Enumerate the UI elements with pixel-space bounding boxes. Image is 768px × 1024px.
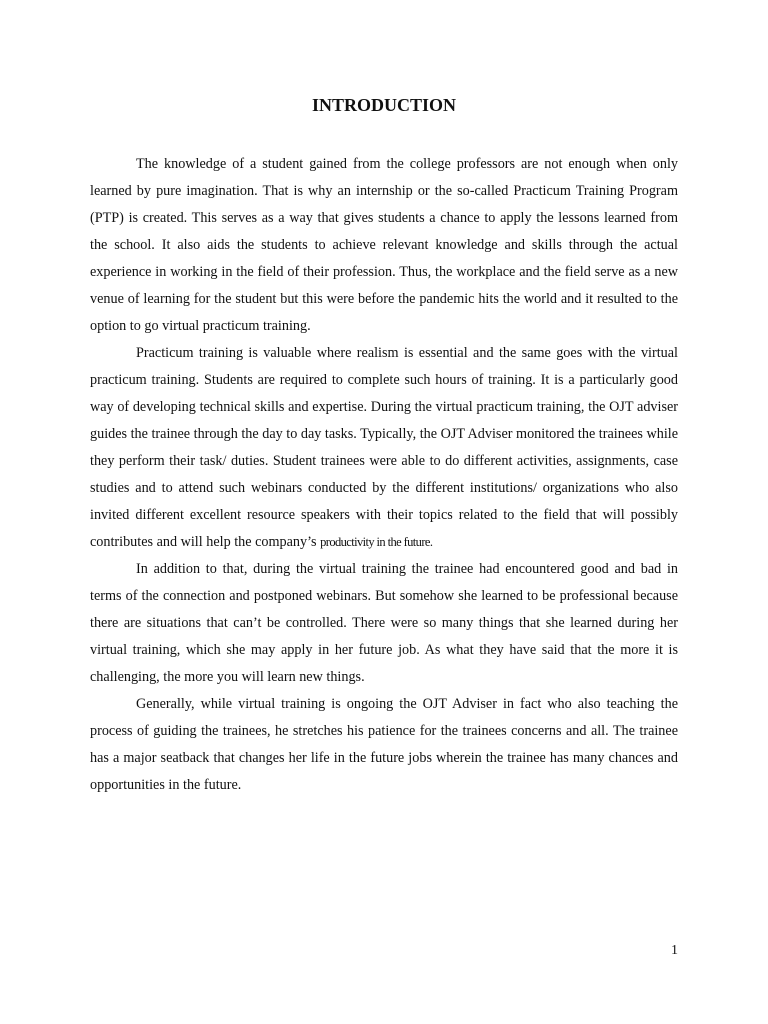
paragraph-3: In addition to that, during the virtual training the trainee had encountered good and bad in terms of the connection and postponed webinars. But somehow she learned to be professional because there are situations that can’t be controlled. There were so many things that she learned during her virtual training, which she may apply in her future job. As what they have said that the more it is challenging, the more you will learn new things. (90, 561, 678, 685)
paragraph-2-tail: productivity in the future. (320, 535, 433, 549)
paragraph-1: The knowledge of a student gained from the college professors are not enough when only learned by pure imagination. That is why an internship or the so-called Practicum Training Program (PTP) is created. This serves as a way that gives students a chance to apply the lessons learned from the school. It also aids the students to achieve relevant knowledge and skills through the actual experience in working in the field of their profession. Thus, the workplace and the field serve as a new venue of learning for the student but this were before the pandemic hits the world and it resulted to the option to go virtual practicum training. (90, 156, 678, 334)
page-number: 1 (671, 943, 678, 958)
paragraph-2 (90, 340, 678, 556)
paragraph-4: Generally, while virtual training is ongoing the OJT Adviser in fact who also teaching the process of guiding the trainees, he stretches his patience for the trainees concerns and all. The trainee has a major seatback that changes her life in the future jobs wherein the trainee has many chances and opportunities in the future. (90, 696, 678, 793)
page-title: INTRODUCTION (311, 95, 457, 115)
paragraph-2-text: Practicum training is valuable where realism is essential and the same goes with the virtual practicum training. Students are required to complete such hours of training. It is a particularly good way of developing technical skills and expertise. During the virtual practicum training, the OJT adviser guides the trainee through the day to day tasks. Typically, the OJT Adviser monitored the trainees while they perform their task/ duties. Student trainees were able to do different activities, assignments, case studies and to attend such webinars conducted by the different institutions/ organizations who also invited different excellent resource speakers with their topics related to the field that will possibly contributes and will help the company’s (90, 345, 678, 550)
body-text (90, 151, 678, 799)
